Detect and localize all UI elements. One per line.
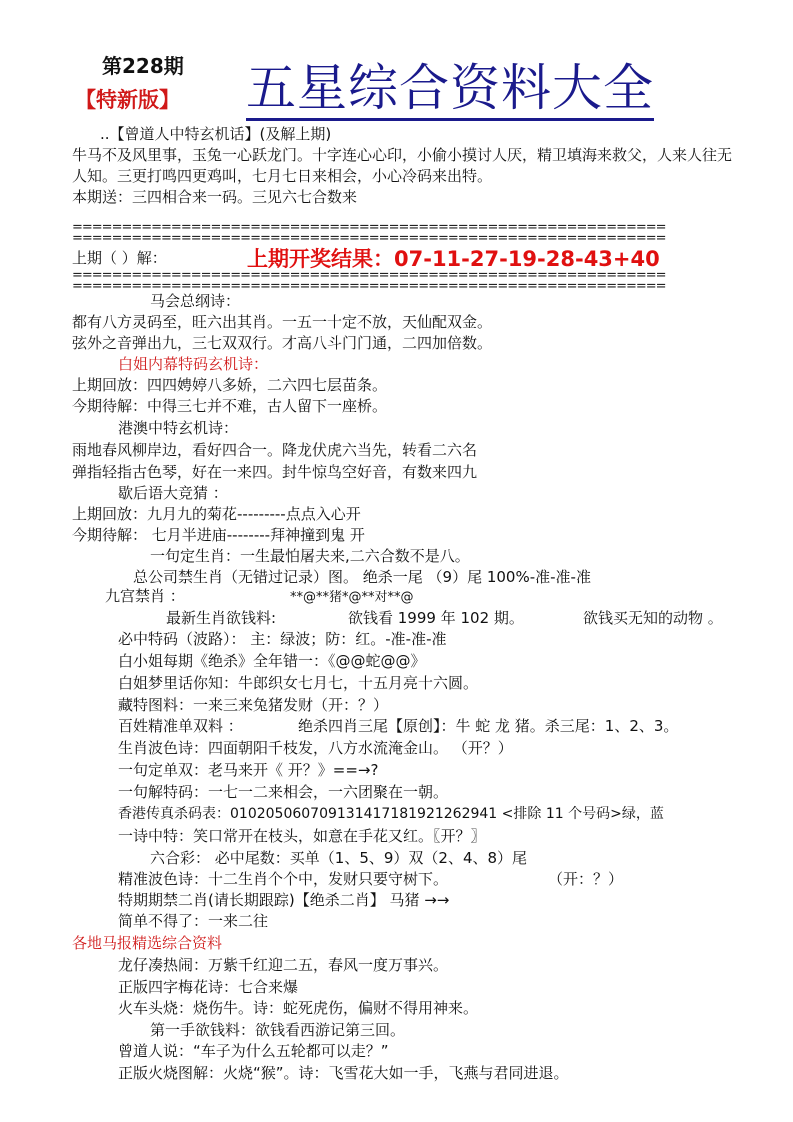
- body-line: 生肖波色诗：四面朝阳千枝发，八方水流淹金山。 （开？）: [118, 739, 513, 757]
- body-line: 第一手欲钱料：欲钱看西游记第三回。: [150, 1021, 406, 1039]
- body-line: 火车头烧：烧伤牛。诗：蛇死虎伤，偏财不得用神来。: [118, 999, 479, 1017]
- body-line: 马会总纲诗：: [150, 292, 241, 310]
- issue-number: 第228期: [102, 54, 184, 78]
- intro-line: 牛马不及风里事，玉兔一心跃龙门。十字连心心印，小偷小摸讨人厌，精卫填海来救父，人来人往无: [72, 146, 733, 164]
- body-line: 今期待解： 七月半进庙--------拜神撞到鬼 开: [72, 526, 365, 544]
- body-line: 一诗中特：笑口常开在枝头，如意在手花又红。〖开？〗: [118, 827, 486, 845]
- page-title: 五星综合资料大全: [246, 60, 654, 121]
- body-line: 藏特图料：一来三来兔猪发财（开：？）: [118, 696, 389, 714]
- separator: ============================================================: [72, 231, 666, 246]
- body-line: 总公司禁生肖（无错过记录）图。 绝杀一尾 （9）尾 100%-准-准-准: [133, 568, 591, 586]
- body-line: 龙仔凑热闹：万紫千红迎二五，春风一度万事兴。: [118, 956, 449, 974]
- last-period-label: 上期（ ）解：: [72, 249, 167, 267]
- edition-label: 【特新版】: [75, 88, 180, 112]
- body-line: 都有八方灵码至，旺六出其肖。一五一十定不放，天仙配双金。: [72, 313, 493, 331]
- body-line: 特期期禁二肖(请长期跟踪)【绝杀二肖】 马猪 →→: [118, 891, 450, 909]
- body-line: 六合彩： 必中尾数：买单（1、5、9）双（2、4、8）尾: [150, 849, 528, 867]
- body-line: 弦外之音弹出九，三七双双行。才高八斗门门通，二四加倍数。: [72, 334, 493, 352]
- body-line: 百姓精准单双料 ：: [118, 717, 243, 735]
- body-line: （开：？）: [548, 870, 624, 888]
- separator: ============================================================: [72, 279, 666, 294]
- separator: ============================================================: [72, 220, 666, 235]
- body-line: **@**猪*@**对**@: [290, 590, 414, 605]
- intro-line: 人知。三更打鸣四更鸡叫，七月七日来相会，小心冷码来出特。: [72, 167, 493, 185]
- body-line: 上期回放：九月九的菊花---------点点入心开: [72, 505, 361, 523]
- body-line: 雨地春风柳岸边，看好四合一。降龙伏虎六当先，转看二六名: [72, 441, 478, 459]
- body-line: 一句定单双：老马来开《 开？》==→?: [118, 761, 379, 779]
- section-heading: 各地马报精选综合资料: [72, 934, 223, 952]
- intro-line: ..【曾道人中特玄机话】(及解上期): [100, 125, 332, 143]
- body-line: 曾道人说：“车子为什么五轮都可以走？”: [118, 1042, 389, 1060]
- body-line: 白小姐每期《绝杀》全年错一：《@@蛇@@》: [118, 652, 426, 670]
- body-line: 歇后语大竞猜 ：: [118, 484, 228, 502]
- separator: ============================================================: [72, 268, 666, 283]
- section-heading: 白姐内幕特码玄机诗：: [118, 355, 269, 373]
- last-result: 上期开奖结果：07-11-27-19-28-43+40: [247, 247, 660, 271]
- body-line: 港澳中特玄机诗：: [118, 419, 239, 437]
- body-line: 简单不得了：一来二往: [118, 912, 269, 930]
- body-line: 必中特码（波路）： 主：绿波；防：红。-准-准-准: [118, 630, 447, 648]
- body-line: 最新生肖欲钱料:: [166, 609, 277, 627]
- body-line: 正版火烧图解：火烧“猴”。诗：飞雪花大如一手，飞燕与君同进退。: [118, 1064, 569, 1082]
- body-line: 上期回放：四四娉婷八多娇，二六四七层苗条。: [72, 376, 388, 394]
- body-line: 一句定生肖：一生最怕屠夫来,二六合数不是八。: [150, 547, 470, 565]
- body-line: 香港传真杀码表：01020506070913141718192126​2941 <排除 11 个号码>绿，蓝: [118, 806, 664, 822]
- body-line: 今期待解：中得三七并不难，古人留下一座桥。: [72, 397, 388, 415]
- body-line: 一句解特码：一七一二来相会，一六团聚在一朝。: [118, 783, 449, 801]
- body-line: 精准波色诗：十二生肖个个中，发财只要守树下。: [118, 870, 449, 888]
- body-line: 弹指轻指古色琴，好在一来四。封牛惊鸟空好音，有数来四九: [72, 463, 478, 481]
- intro-line: 本期送：三四相合来一码。三见六七合数来: [72, 188, 358, 206]
- body-line: 白姐梦里话你知：牛郎织女七月七，十五月亮十六圆。: [118, 674, 479, 692]
- body-line: 九宫禁肖 ：: [105, 587, 185, 605]
- body-line: 正版四字梅花诗：七合来爆: [118, 978, 299, 996]
- body-line: 欲钱看 1999 年 102 期。: [348, 609, 524, 627]
- body-line: 欲钱买无知的动物 。: [583, 609, 723, 627]
- body-line: 绝杀四肖三尾【原创】：牛 蛇 龙 猪。杀三尾：1、2、3。: [298, 717, 679, 735]
